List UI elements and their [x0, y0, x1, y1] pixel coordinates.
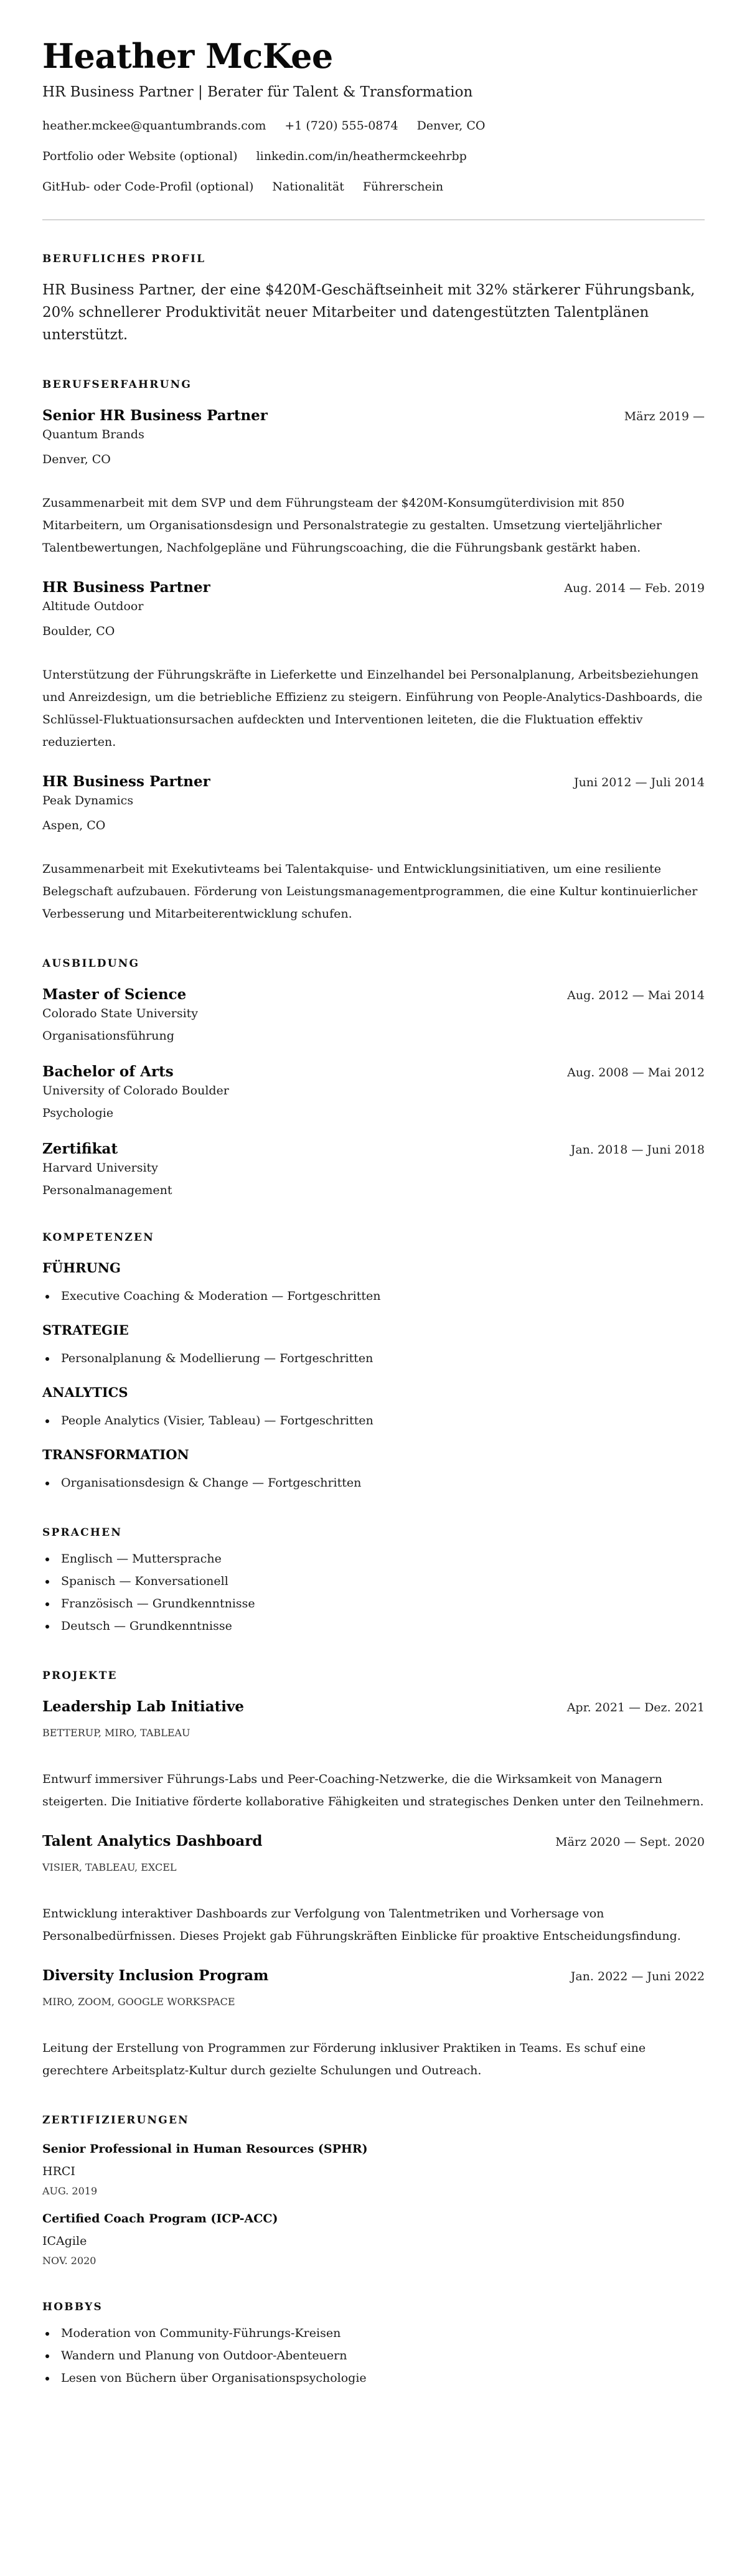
section-title: ZERTIFIZIERUNGEN — [42, 2114, 189, 2127]
language-item: Französisch — Grundkenntnisse — [42, 1592, 705, 1615]
project-dates: Apr. 2021 — Dez. 2021 — [566, 1701, 705, 1714]
section-title: KOMPETENZEN — [42, 1231, 154, 1244]
project-entry — [42, 1697, 705, 1813]
school-name: University of Colorado Boulder — [42, 1084, 229, 1098]
project-entry — [42, 1831, 705, 1947]
school-name: Colorado State University — [42, 1007, 199, 1020]
section-title: BERUFSERFAHRUNG — [42, 378, 192, 391]
contact-drivers-license: Führerschein — [362, 180, 444, 194]
experience-section — [42, 377, 705, 925]
section-title: BERUFLICHES PROFIL — [42, 253, 206, 265]
job-description: Zusammenarbeit mit Exekutivteams bei Talentakquise- und Entwicklungsinitiativen, um eine resiliente Belegschaft aufzubauen. Förderung von Leistungsmanagementprogrammen, die eine Kultur kontinuierlicher Verbesserung und Mitarbeiterentwicklung schufen. — [42, 862, 698, 921]
certification-issuer: ICAgile — [42, 2234, 87, 2248]
project-description: Entwurf immersiver Führungs-Labs und Peer-Coaching-Netzwerke, die die Wirksamkeit von Managern steigerten. Die Initiative förderte kollaborative Fähigkeiten und strategisches Denken unter den Teilnehmern. — [42, 1772, 704, 1808]
project-name: Talent Analytics Dashboard — [42, 1833, 263, 1850]
degree-title: Zertifikat — [42, 1140, 118, 1157]
language-list — [42, 1548, 705, 1637]
job-description: Zusammenarbeit mit dem SVP und dem Führungsteam der $420M-Konsumgüterdivision mit 850 Mitarbeitern, um Organisationsdesign und Personalstrategie zu gestalten. Umsetzung vierteljährlicher Talentbewertungen, Nachfolgepläne und Führungscoaching, die die Führungsbank gestärkt haben. — [42, 496, 662, 555]
skill-item: Personalplanung & Modellierung — Fortgeschritten — [42, 1347, 705, 1370]
education-dates: Jan. 2018 — Juni 2018 — [570, 1143, 705, 1157]
certification-name: Senior Professional in Human Resources (SPHR) — [42, 2142, 368, 2156]
certification-entry — [42, 2140, 705, 2199]
certification-name: Certified Coach Program (ICP-ACC) — [42, 2212, 278, 2226]
job-company: Peak Dynamics — [42, 794, 134, 807]
skill-category: FÜHRUNG — [42, 1260, 121, 1276]
skill-list — [42, 1409, 705, 1432]
section-title: HOBBYS — [42, 2301, 103, 2313]
project-tech-stack: VISIER, TABLEAU, EXCEL — [42, 1861, 177, 1873]
job-location: Boulder, CO — [42, 624, 115, 638]
certification-entry — [42, 2210, 705, 2268]
job-location: Aspen, CO — [42, 819, 106, 832]
hobby-item: Moderation von Community-Führungs-Kreisen — [42, 2322, 705, 2344]
project-name: Leadership Lab Initiative — [42, 1698, 245, 1715]
header-divider — [42, 219, 705, 220]
contact-linkedin[interactable]: linkedin.com/in/heathermckeehrbp — [256, 149, 467, 163]
contact-location: Denver, CO — [416, 119, 486, 133]
hobby-item: Wandern und Planung von Outdoor-Abenteuern — [42, 2344, 705, 2367]
project-tech-stack: BETTERUP, MIRO, TABLEAU — [42, 1727, 190, 1739]
languages-section — [42, 1525, 705, 1637]
education-entry — [42, 985, 705, 1045]
profile-summary: HR Business Partner, der eine $420M-Geschäftseinheit mit 32% stärkerer Führungsbank, 20% schnellerer Produktivität neuer Mitarbeiter und datengestützten Talentplänen unterstützt. — [42, 282, 695, 343]
section-title: SPRACHEN — [42, 1526, 123, 1539]
profile-section — [42, 251, 705, 346]
resume-header — [42, 36, 705, 195]
language-item: Englisch — Muttersprache — [42, 1548, 705, 1570]
language-item: Deutsch — Grundkenntnisse — [42, 1615, 705, 1637]
job-entry — [42, 406, 705, 559]
project-name: Diversity Inclusion Program — [42, 1967, 269, 1984]
hobby-list — [42, 2322, 705, 2389]
job-company: Quantum Brands — [42, 428, 144, 441]
job-title: Senior HR Business Partner — [42, 407, 268, 424]
job-location: Denver, CO — [42, 453, 111, 466]
project-tech-stack: MIRO, ZOOM, GOOGLE WORKSPACE — [42, 1996, 235, 2008]
project-entry — [42, 1966, 705, 2082]
contact-github[interactable]: GitHub- oder Code-Profil (optional) — [42, 180, 254, 194]
hobbies-section — [42, 2300, 705, 2389]
skill-category: STRATEGIE — [42, 1322, 129, 1338]
skill-item: People Analytics (Visier, Tableau) — Fortgeschritten — [42, 1409, 705, 1432]
contact-row — [42, 178, 705, 195]
job-entry — [42, 578, 705, 753]
school-name: Harvard University — [42, 1161, 158, 1175]
education-dates: Aug. 2008 — Mai 2012 — [567, 1066, 705, 1079]
candidate-name: Heather McKee — [42, 36, 333, 76]
education-section — [42, 956, 705, 1199]
skill-category: TRANSFORMATION — [42, 1447, 189, 1462]
skill-category: ANALYTICS — [42, 1384, 128, 1400]
project-description: Leitung der Erstellung von Programmen zur Förderung inklusiver Praktiken in Teams. Es schuf eine gerechtere Arbeitsplatz-Kultur durch gezielte Schulungen und Outreach. — [42, 2041, 646, 2077]
contact-portfolio[interactable]: Portfolio oder Website (optional) — [42, 149, 238, 163]
job-dates: März 2019 — — [624, 410, 705, 423]
degree-title: Master of Science — [42, 986, 187, 1003]
job-description: Unterstützung der Führungskräfte in Lieferkette und Einzelhandel bei Personalplanung, Arbeitsbeziehungen und Anreizdesign, um die betriebliche Effizienz zu steigern. Einführung von People-Analytics-Dashboards, die Schlüssel-Fluktuationsursachen aufdeckten und Interventionen leiteten, die die Fluktuation effektiv reduzierten. — [42, 668, 703, 749]
degree-title: Bachelor of Arts — [42, 1063, 174, 1080]
certification-date: NOV. 2020 — [42, 2255, 96, 2267]
skills-section — [42, 1230, 705, 1494]
education-entry — [42, 1062, 705, 1122]
contact-info — [42, 117, 705, 195]
certifications-section — [42, 2113, 705, 2268]
certification-issuer: HRCI — [42, 2165, 75, 2178]
project-dates: März 2020 — Sept. 2020 — [555, 1835, 705, 1849]
contact-nationality: Nationalität — [272, 180, 344, 194]
job-title: HR Business Partner — [42, 773, 210, 790]
education-dates: Aug. 2012 — Mai 2014 — [567, 989, 705, 1002]
field-of-study: Organisationsführung — [42, 1029, 174, 1043]
contact-phone[interactable]: +1 (720) 555-0874 — [284, 119, 398, 133]
contact-row — [42, 148, 705, 165]
skill-item: Organisationsdesign & Change — Fortgeschritten — [42, 1472, 705, 1494]
skill-list — [42, 1472, 705, 1494]
skill-item: Executive Coaching & Moderation — Fortgeschritten — [42, 1285, 705, 1307]
project-description: Entwicklung interaktiver Dashboards zur Verfolgung von Talentmetriken und Vorhersage von Personalbedürfnissen. Dieses Projekt gab Führungskräften Einblicke für proaktive Entscheidungsfindung. — [42, 1907, 681, 1943]
project-dates: Jan. 2022 — Juni 2022 — [570, 1970, 705, 1983]
section-title: PROJEKTE — [42, 1670, 118, 1682]
field-of-study: Psychologie — [42, 1106, 114, 1120]
skill-list — [42, 1347, 705, 1370]
job-dates: Juni 2012 — Juli 2014 — [573, 776, 705, 789]
candidate-headline: HR Business Partner | Berater für Talent & Transformation — [42, 84, 473, 100]
certification-date: AUG. 2019 — [42, 2185, 98, 2197]
job-title: HR Business Partner — [42, 579, 210, 596]
skill-list — [42, 1285, 705, 1307]
projects-section — [42, 1668, 705, 2082]
language-item: Spanisch — Konversationell — [42, 1570, 705, 1592]
section-title: AUSBILDUNG — [42, 957, 140, 970]
field-of-study: Personalmanagement — [42, 1183, 172, 1197]
contact-email[interactable]: heather.mckee@quantumbrands.com — [42, 119, 266, 133]
education-entry — [42, 1139, 705, 1199]
job-company: Altitude Outdoor — [42, 599, 144, 613]
contact-row — [42, 117, 705, 134]
hobby-item: Lesen von Büchern über Organisationspsychologie — [42, 2367, 705, 2389]
job-entry — [42, 772, 705, 925]
job-dates: Aug. 2014 — Feb. 2019 — [564, 581, 705, 595]
